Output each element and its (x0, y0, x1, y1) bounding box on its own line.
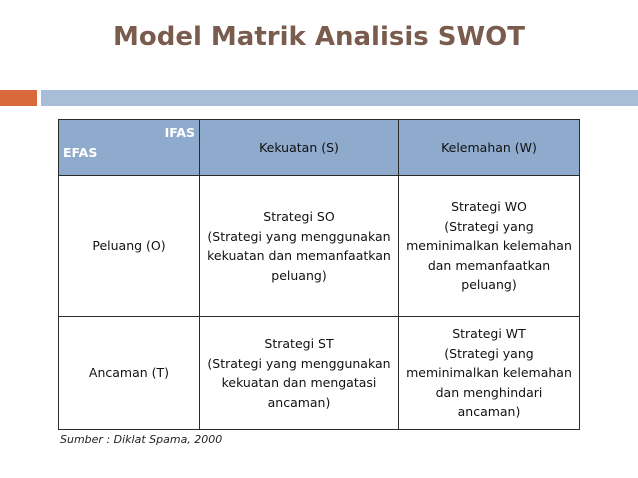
source-citation: Sumber : Diklat Spama, 2000 (60, 433, 223, 446)
row-label-threats: Ancaman (T) (59, 317, 200, 430)
slide-title: Model Matrik Analisis SWOT (112, 22, 526, 52)
cell-wt-title: Strategi WT (452, 326, 526, 342)
cell-wt-desc: (Strategi yang meminimalkan kelemahan dan menghindari ancaman) (406, 345, 572, 420)
cell-st (200, 317, 399, 430)
efas-label: EFAS (63, 145, 98, 160)
header-strengths: Kekuatan (S) (200, 120, 399, 176)
cell-so-title: Strategi SO (263, 209, 335, 224)
cell-st-desc: (Strategi yang menggunakan kekuatan dan mengatasi ancaman) (207, 355, 391, 410)
cell-so (200, 176, 399, 317)
row-label-opportunities: Peluang (O) (59, 176, 200, 317)
swot-matrix-table (58, 119, 580, 430)
header-weaknesses: Kelemahan (W) (399, 120, 580, 176)
row-opportunities (59, 176, 580, 317)
cell-wo (399, 176, 580, 317)
cell-wt (399, 317, 580, 430)
accent-bar-orange (0, 90, 37, 106)
row-threats (59, 317, 580, 430)
accent-bar-blue (41, 90, 638, 106)
ifas-label: IFAS (164, 125, 195, 140)
cell-wo-desc: (Strategi yang meminimalkan kelemahan dan memanfaatkan peluang) (406, 218, 572, 293)
header-row (59, 120, 580, 176)
corner-cell (59, 120, 200, 176)
cell-wo-title: Strategi WO (451, 199, 527, 215)
cell-st-title: Strategi ST (264, 336, 334, 351)
cell-so-desc: (Strategi yang menggunakan kekuatan dan memanfaatkan peluang) (207, 228, 391, 283)
